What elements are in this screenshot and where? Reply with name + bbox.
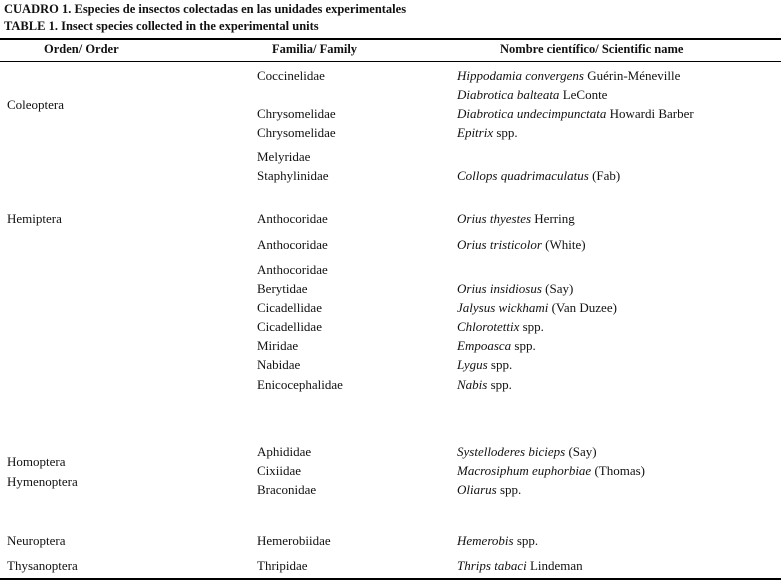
family-cell: Anthocoridae [257, 262, 328, 277]
species-name: Nabis [457, 377, 488, 392]
scientific-name-cell [457, 68, 680, 84]
family-cell: Berytidae [257, 281, 308, 296]
family-cell: Melyridae [257, 149, 311, 164]
family-cell: Cicadellidae [257, 319, 322, 334]
species-author: spp. [493, 125, 518, 140]
table-caption-english: TABLE 1. Insect species collected in the experimental units [4, 19, 319, 33]
order-cell: Coleoptera [7, 97, 65, 112]
species-name: Diabrotica balteata [457, 87, 560, 102]
species-author: LeConte [559, 87, 608, 102]
species-name: Jalysus wickhami [457, 300, 549, 315]
species-author: Guérin-Méneville [583, 68, 681, 83]
family-cell: Thripidae [257, 558, 308, 573]
table-header-rule [0, 61, 781, 62]
family-cell: Hemerobiidae [257, 533, 331, 548]
species-author: spp. [496, 482, 522, 497]
order-cell: Neuroptera [7, 533, 66, 548]
scientific-name-cell [457, 300, 617, 316]
species-author: Howardi Barber [606, 106, 694, 121]
scientific-name-cell [457, 87, 607, 103]
species-author: (Say) [541, 281, 574, 296]
species-author: spp. [487, 357, 513, 372]
scientific-name-cell [457, 338, 536, 354]
species-name: Hemerobis [457, 533, 514, 548]
scientific-name-cell [457, 533, 538, 549]
species-name: Empoasca [457, 338, 512, 353]
scientific-name-cell [457, 281, 573, 297]
table-top-rule [0, 38, 781, 40]
species-author: spp. [487, 377, 512, 392]
order-cell: Thysanoptera [7, 558, 78, 573]
species-name: Orius insidiosus [457, 281, 542, 296]
species-name: Diabrotica undecimpunctata [457, 106, 607, 121]
species-name: Epitrix [457, 125, 494, 140]
table-caption-spanish: CUADRO 1. Especies de insectos colectadas en las unidades experimentales [4, 2, 407, 16]
family-cell: Nabidae [257, 357, 301, 372]
family-cell: Anthocoridae [257, 237, 328, 252]
scientific-name-cell [457, 211, 575, 227]
scientific-name-cell [457, 463, 645, 479]
species-name: Macrosiphum euphorbiae [457, 463, 592, 478]
family-cell: Staphylinidae [257, 168, 329, 183]
family-cell: Enicocephalidae [257, 377, 343, 392]
species-name: Oliarus [457, 482, 497, 497]
scientific-name-cell [457, 558, 583, 574]
family-cell: Braconidae [257, 482, 317, 497]
family-cell: Miridae [257, 338, 299, 353]
family-cell: Chrysomelidae [257, 125, 336, 140]
species-author: (Fab) [588, 168, 621, 183]
scientific-name-cell [457, 444, 597, 460]
family-cell: Cixiidae [257, 463, 302, 478]
order-cell: Hemiptera [7, 211, 62, 226]
species-author: Lindeman [526, 558, 583, 573]
species-author: (White) [541, 237, 586, 252]
family-cell: Aphididae [257, 444, 312, 459]
column-header-family: Familia/ Family [272, 42, 358, 56]
species-name: Orius tristicolor [457, 237, 542, 252]
species-author: spp. [511, 338, 536, 353]
species-author: spp. [519, 319, 544, 334]
table-bottom-rule [0, 578, 781, 580]
species-name: Thrips tabaci [457, 558, 527, 573]
family-cell: Anthocoridae [257, 211, 328, 226]
scientific-name-cell [457, 237, 586, 253]
column-header-order: Orden/ Order [44, 42, 119, 56]
species-name: Lygus [457, 357, 488, 372]
scientific-name-cell [457, 319, 544, 335]
scientific-name-cell [457, 357, 512, 373]
order-cell: Homoptera [7, 454, 66, 469]
species-author: (Say) [565, 444, 597, 459]
species-name: Collops quadrimaculatus [457, 168, 589, 183]
order-cell: Hymenoptera [7, 474, 78, 489]
scientific-name-cell [457, 168, 620, 184]
species-author: (Thomas) [591, 463, 645, 478]
column-header-scientific-name: Nombre científico/ Scientific name [500, 42, 684, 56]
species-author: spp. [513, 533, 539, 548]
scientific-name-cell [457, 482, 521, 498]
family-cell: Coccinelidae [257, 68, 325, 83]
scientific-name-cell [457, 125, 518, 141]
species-author: (Van Duzee) [548, 300, 617, 315]
species-author: Herring [531, 211, 575, 226]
scientific-name-cell [457, 377, 512, 393]
species-name: Chlorotettix [457, 319, 520, 334]
species-name: Hippodamia convergens [457, 68, 584, 83]
family-cell: Chrysomelidae [257, 106, 336, 121]
scientific-name-cell [457, 106, 694, 122]
species-name: Orius thyestes [457, 211, 532, 226]
species-name: Systelloderes bicieps [457, 444, 566, 459]
family-cell: Cicadellidae [257, 300, 322, 315]
